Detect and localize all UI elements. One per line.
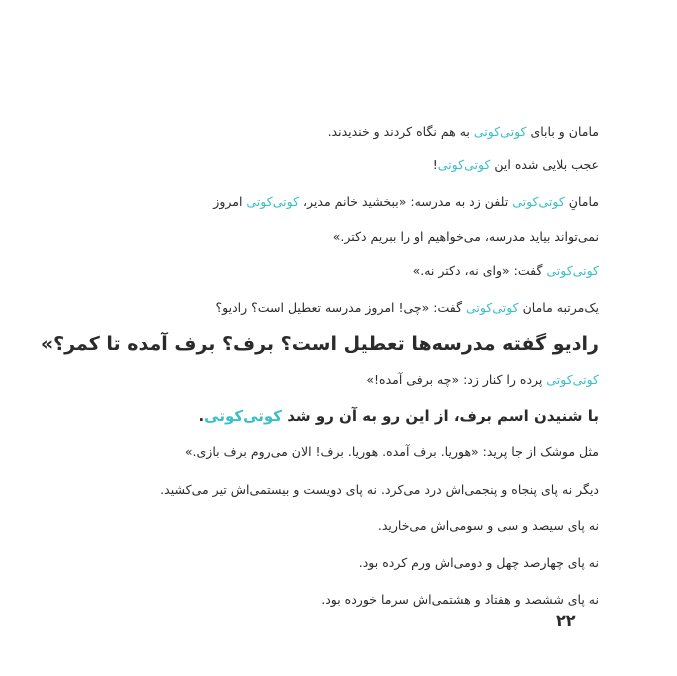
text-segment: . bbox=[198, 407, 205, 425]
text-segment: پرده را کنار زد: «چه برفی آمده!» bbox=[366, 372, 547, 387]
highlight-name: کوتی‌کوتی bbox=[246, 194, 300, 209]
highlight-name: کوتی‌کوتی bbox=[437, 157, 491, 172]
text-segment: امروز bbox=[213, 194, 247, 209]
text-segment: عجب بلایی شده این bbox=[490, 157, 599, 172]
text-segment: با شنیدن اسم برف، از این رو به آن رو شد bbox=[282, 407, 599, 425]
text-segment: مامانِ bbox=[564, 194, 599, 209]
text-line-12 bbox=[378, 516, 599, 536]
text-segment: مامان و بابای bbox=[526, 124, 599, 139]
text-segment: به هم نگاه کردند و خندیدند. bbox=[327, 124, 474, 139]
highlight-name: کوتی‌کوتی bbox=[204, 407, 283, 425]
page-number: ۲۲ bbox=[556, 611, 576, 630]
text-line-11 bbox=[160, 480, 599, 500]
text-segment: یک‌مرتبه مامان bbox=[518, 300, 599, 315]
highlight-name: کوتی‌کوتی bbox=[546, 372, 599, 387]
text-segment: گفت: «وای نه، دکتر نه.» bbox=[412, 263, 547, 278]
text-line-4 bbox=[333, 227, 599, 247]
highlight-name: کوتی‌کوتی bbox=[512, 194, 565, 209]
text-line-1 bbox=[328, 122, 599, 142]
text-line-2 bbox=[433, 155, 599, 175]
text-line-14 bbox=[321, 590, 599, 610]
text-segment: دیگر نه پای پنجاه و پنجمی‌اش درد می‌کرد. نه پای دویست و بیستمی‌اش تیر می‌کشید. bbox=[160, 482, 599, 497]
text-segment: گفت: «چی! امروز مدرسه تعطیل است؟ رادیو؟ bbox=[215, 300, 467, 315]
text-segment: ! bbox=[432, 157, 438, 172]
text-segment: نه پای ششصد و هفتاد و هشتمی‌اش سرما خورده بود. bbox=[321, 592, 599, 607]
highlight-name: کوتی‌کوتی bbox=[473, 124, 527, 139]
text-line-6 bbox=[216, 298, 599, 318]
highlight-name: کوتی‌کوتی bbox=[466, 300, 519, 315]
text-segment: تلفن زد به مدرسه: «ببخشید خانم مدیر، bbox=[299, 194, 513, 209]
text-segment: نمی‌تواند بیاید مدرسه، می‌خواهیم او را ببریم دکتر.» bbox=[332, 229, 599, 244]
text-line-13 bbox=[359, 553, 599, 573]
text-line-10 bbox=[185, 442, 599, 462]
text-segment: رادیو گفته مدرسه‌ها تعطیل است؟ برف؟ برف آمده تا کمر؟» bbox=[40, 333, 599, 355]
text-segment: مثل موشک از جا پرید: «هوریا. برف آمده. هوریا. برف! الان می‌روم برف بازی.» bbox=[184, 444, 599, 459]
text-line-7 bbox=[41, 331, 599, 357]
highlight-name: کوتی‌کوتی bbox=[546, 263, 599, 278]
text-segment: نه پای چهارصد چهل و دومی‌اش ورم کرده بود. bbox=[358, 555, 599, 570]
text-line-9 bbox=[198, 405, 599, 427]
text-line-5 bbox=[413, 261, 599, 281]
text-line-8 bbox=[366, 370, 599, 390]
text-line-3 bbox=[213, 192, 599, 212]
text-segment: نه پای سیصد و سی و سومی‌اش می‌خارید. bbox=[377, 518, 599, 533]
